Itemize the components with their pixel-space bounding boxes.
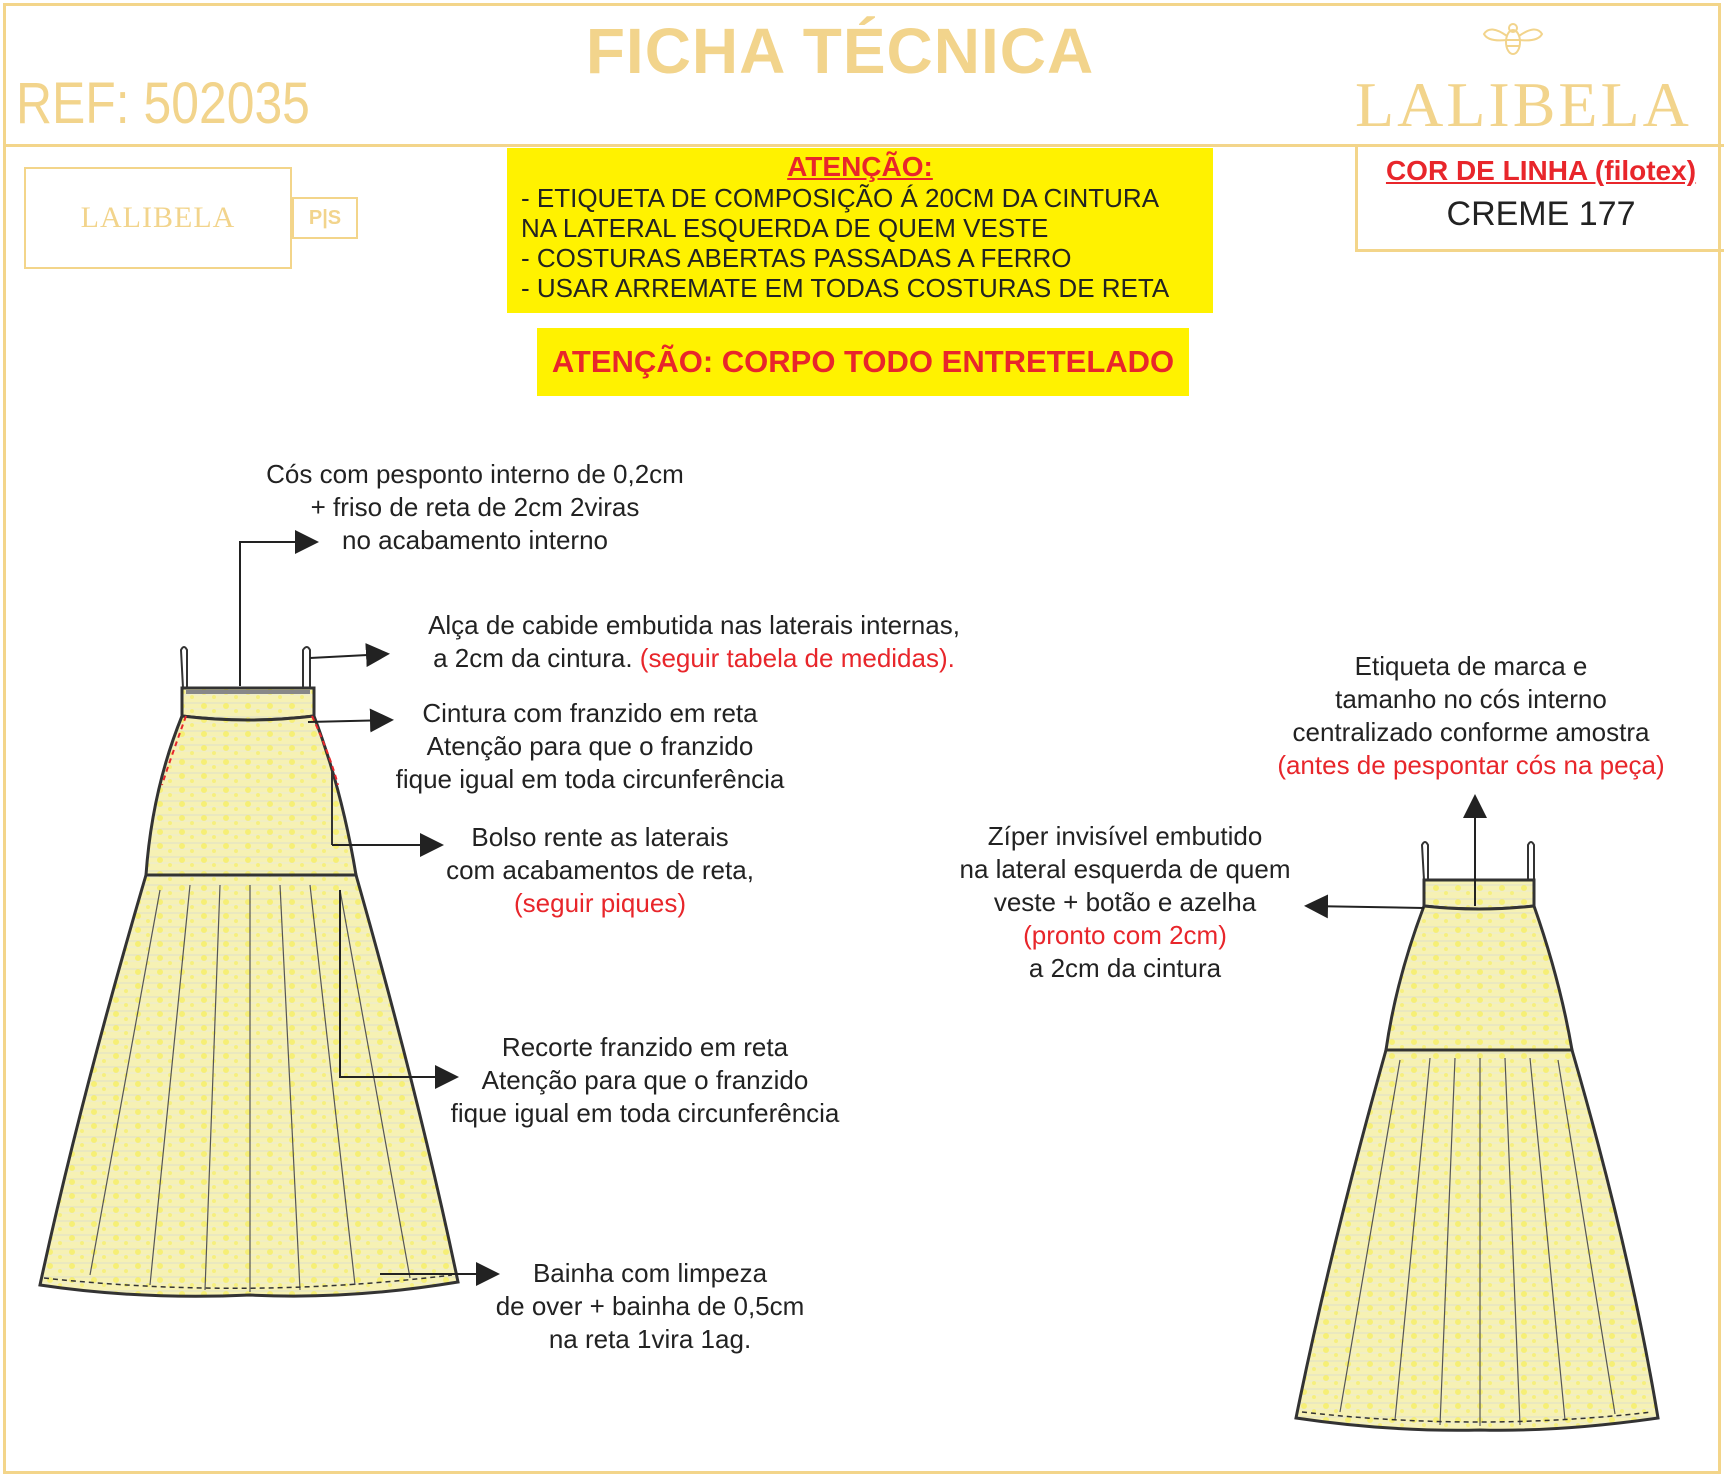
back-yoke (1386, 906, 1572, 1050)
front-lower-tier (40, 875, 458, 1296)
size-label-tag: P|S (292, 197, 358, 239)
attention-line: - USAR ARREMATE EM TODAS COSTURAS DE RETA (521, 273, 1170, 303)
hanger-loop-right (303, 647, 310, 688)
attention-line: NA LATERAL ESQUERDA DE QUEM VESTE (521, 213, 1049, 243)
note-waist: Cintura com franzido em reta Atenção para que o franzido fique igual em toda circunferência (395, 698, 785, 794)
back-lower-tier (1296, 1050, 1658, 1430)
note-zipper: Zíper invisível embutido na lateral esquerda de quem veste + botão e azelha (pronto com 2cm) a 2cm da cintura (959, 821, 1291, 983)
brand-label-tag: LALIBELA (24, 167, 292, 269)
brand-logo: LALIBELA (1355, 69, 1692, 140)
thread-color-value: CREME 177 (1446, 195, 1636, 233)
back-waistband (1424, 880, 1534, 909)
attention-line: - COSTURAS ABERTAS PASSADAS A FERRO (521, 243, 1072, 273)
thread-color-title: COR DE LINHA (filotex) (1385, 155, 1697, 186)
attention-title: ATENÇÃO: (787, 151, 933, 182)
front-yoke (146, 716, 356, 875)
note-waistband: Cós com pesponto interno de 0,2cm + friso de reta de 2cm 2viras no acabamento interno (266, 459, 684, 555)
note-brand-label: Etiqueta de marca e tamanho no cós interno centralizado conforme amostra (antes de pespontar cós na peça) (1277, 651, 1665, 780)
attention-line: - ETIQUETA DE COMPOSIÇÃO Á 20CM DA CINTURA (521, 183, 1160, 213)
note-cut: Recorte franzido em reta Atenção para que o franzido fique igual em toda circunferência (450, 1032, 840, 1128)
arrow-hanger (310, 654, 386, 658)
attention-interfacing: ATENÇÃO: CORPO TODO ENTRETELADO (537, 328, 1189, 396)
back-skirt-view (1296, 842, 1658, 1430)
hanger-loop-left (181, 647, 187, 688)
reference-code: REF: 502035 (16, 71, 310, 136)
note-hanger: Alça de cabide embutida nas laterais internas, a 2cm da cintura. (seguir tabela de medidas). (428, 610, 960, 673)
note-pocket: Bolso rente as laterais com acabamentos de reta, (seguir piques) (446, 822, 754, 918)
arrow-zipper (1308, 906, 1424, 908)
page-title: FICHA TÉCNICA (585, 15, 1095, 87)
note-hem: Bainha com limpeza de over + bainha de 0,5cm na reta 1vira 1ag. (495, 1258, 805, 1354)
